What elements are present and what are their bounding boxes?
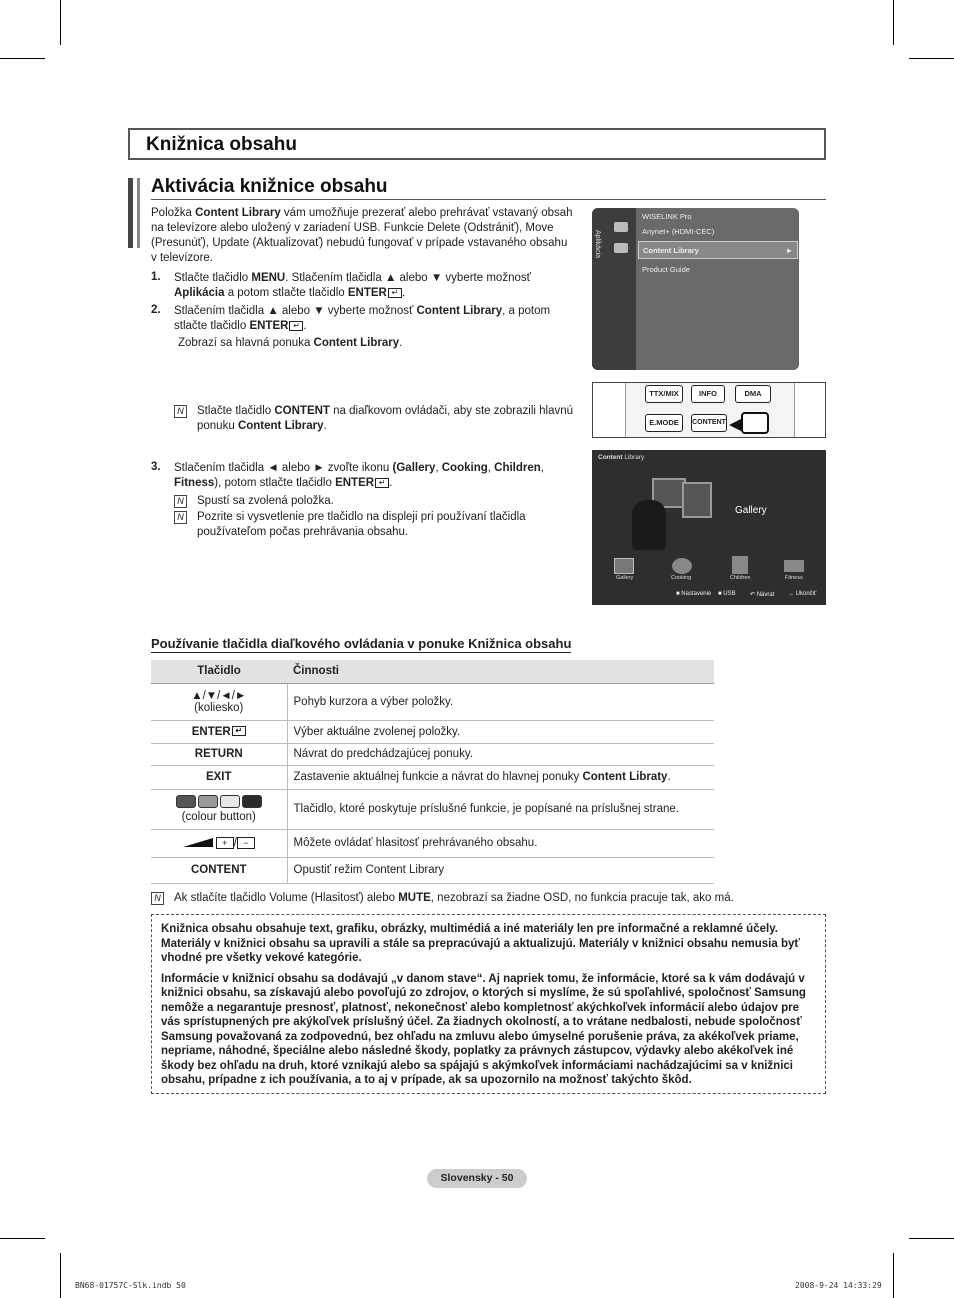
note-bold: MUTE [398, 892, 431, 904]
tv-menu-screenshot [592, 208, 799, 370]
crop-mark [60, 0, 61, 45]
content-button[interactable]: CONTENT [691, 414, 727, 432]
disclaimer-paragraph: Knižnica obsahu obsahuje text, grafiku, obrázky, multimédiá a iné materiály len pre informačné a reklamné účely. Materiály v knižnici obsahu sa upravili a stále sa prepracúvajú a aktualizujú. Materiály v knižnici obsahu nemusia byť vhodné pre všetky vekové kategórie. [161, 923, 800, 964]
cl-footer-label: Nastavenie [681, 591, 712, 597]
table-cell-button: CONTENT [151, 857, 287, 883]
emode-button[interactable]: E.MODE [645, 414, 683, 432]
cl-footer-return: ↶ Návrat [750, 592, 775, 598]
step-number: 2. [151, 304, 161, 316]
step-number: 1. [151, 271, 161, 283]
section-title: Knižnica obsahu [146, 134, 297, 155]
subsection-rule [151, 199, 826, 200]
enter-icon: ↵ [289, 321, 303, 331]
table-cell-action: Návrat do predchádzajúcej ponuky. [287, 743, 714, 765]
disclaimer-paragraph: Informácie v knižnici obsahu sa dodávajú „v danom stave“. Aj napriek tomu, že informácie, ktoré sa k vám dodávajú v knižnici obsahu, sa získavajú alebo povoľujú zo zdrojov, o ktorých si myslíme, že sú spoľahlivé, spoločnosť Samsung nemôže a negarantuje presnosť, platnosť, nekonečnosť alebo kompletnosť akýchkoľvek informácií alebo údajov pre vás sprístupnených pre akýkoľvek príslušný účel. Za žiadnych okolností, a to vrátane nedbalosti, nebude spoločnosť Samsung považovaná za zodpovednú, bez ohľadu na zmluvu alebo úmyselné porušenie práva, za akékoľvek priame, nepriame, náhodné, špeciálne alebo následné škody, poplatky za právnych zástupcov, výdavky alebo akékoľvek iné škody bez ohľadu na druh, ktoré vznikajú alebo sa spájajú s akýmkoľvek informáciami nachádzajúcimi sa v knižnici obsahu, prípadne z ich používania, a to aj v prípade, ak sa upozornilo na možnosť takýchto škôd. [161, 972, 806, 1086]
step-2-result: Zobrazí sa hlavná ponuka Content Library. [178, 337, 403, 349]
table-header-row [151, 660, 714, 683]
children-icon[interactable] [732, 556, 748, 574]
intro-text: Položka [151, 207, 196, 219]
step-bold: Fitness [174, 477, 215, 489]
table-cell-action [287, 765, 714, 789]
note-bold: CONTENT [274, 405, 330, 417]
subsection-title: Aktivácia knižnice obsahu [151, 176, 388, 197]
table-cell-button [151, 829, 287, 857]
subsection-bar [128, 178, 140, 248]
note-text: , nezobrazí sa žiadne OSD, no funkcia pracuje tak, ako má. [430, 892, 734, 904]
step-text: Stlačte tlačidlo [174, 272, 252, 284]
table-row [151, 720, 714, 743]
fitness-icon[interactable] [784, 560, 804, 572]
dma-button[interactable]: DMA [735, 385, 771, 403]
colour-button-swatch [220, 795, 240, 808]
chair-icon [632, 500, 666, 550]
step-1-text: Stlačte tlačidlo MENU. Stlačením tlačidla ▲ alebo ▼ vyberte možnosť Aplikácia a potom stlačte tlačidlo ENTER ↵ . [174, 272, 531, 299]
step-bold: (Gallery [392, 462, 436, 474]
tv-menu-list [636, 208, 799, 370]
cell-text: ENTER [191, 725, 231, 738]
cl-header-a: Content [598, 454, 623, 461]
table-section-title: Používanie tlačidla diaľkového ovládania v ponuke Knižnica obsahu [151, 636, 572, 651]
cl-current-category: Gallery [735, 505, 767, 516]
enter-icon: ↵ [232, 726, 246, 736]
intro-paragraph [151, 206, 576, 266]
table-row [151, 743, 714, 765]
table-cell-action: Môžete ovládať hlasitosť prehrávaného obsahu. [287, 829, 714, 857]
step-2-text: Stlačením tlačidla ▲ alebo ▼ vyberte možnosť Content Library, a potom stlačte tlačidlo ENTER ↵ . [174, 305, 551, 332]
table-row [151, 789, 714, 829]
step-bold: Content Library [313, 337, 400, 349]
enter-icon: ↵ [375, 478, 389, 488]
crop-mark [0, 1238, 45, 1239]
cl-category-label: Fitness [785, 575, 803, 581]
volume-down-icon: − [237, 837, 255, 849]
crop-mark [909, 1238, 954, 1239]
cl-footer-label: USB [723, 591, 736, 597]
gallery-icon[interactable] [614, 558, 634, 574]
crop-mark [60, 1253, 61, 1298]
cl-header [598, 454, 644, 461]
picture-frame-icon [682, 482, 712, 518]
page-number: Slovensky - 50 [427, 1169, 527, 1188]
tv-menu-side-label: Aplikácia [594, 230, 601, 259]
volume-up-icon: + [216, 837, 234, 849]
crop-mark [893, 1253, 894, 1298]
disclaimer-box [151, 914, 826, 1094]
tv-menu-sidebar [592, 208, 636, 370]
step-bold: Cooking [441, 462, 488, 474]
table-cell-button [151, 789, 287, 829]
remote-button-table [151, 660, 714, 884]
footer-date: 2008-9-24 14:33:29 [795, 1281, 882, 1290]
note-text: Ak stlačíte tlačidlo Volume (Hlasitosť) alebo [174, 892, 399, 904]
cl-footer-label: Ukončiť [795, 591, 817, 597]
note-icon: N [151, 892, 164, 905]
crop-mark [0, 58, 45, 59]
table-cell-action: Výber aktuálne zvolenej položky. [287, 720, 714, 743]
note-content: Stlačte tlačidlo CONTENT na diaľkovom ovládači, aby ste zobrazili hlavnú ponuku Content Library. [197, 405, 574, 432]
step-bold: ENTER [249, 320, 289, 332]
step-3-note-2: Pozrite si vysvetlenie pre tlačidlo na displeji pri používaní tlačidla používateľom počas prehrávania obsahu. [197, 511, 526, 538]
table-cell-action: Tlačidlo, ktoré poskytuje príslušné funkcie, je popísané na príslušnej strane. [287, 789, 714, 829]
arrow-right-icon: ► [785, 246, 793, 255]
step-bold: Children [494, 462, 541, 474]
volume-ramp-icon [183, 838, 213, 847]
crop-mark [909, 58, 954, 59]
table-header: Tlačidlo [151, 660, 287, 683]
table-row [151, 857, 714, 883]
step-3-text: Stlačením tlačidla ◄ alebo ► zvoľte ikonu (Gallery, Cooking, Children, Fitness), potom stlačte tlačidlo ENTER ↵ . [174, 462, 544, 489]
pointer-arrow-icon [729, 419, 741, 431]
tv-menu-item[interactable]: Anynet+ (HDMI-CEC) [642, 227, 715, 236]
note-bold: Content Library [237, 420, 324, 432]
step-text: , a potom stlačte tlačidlo [174, 305, 551, 332]
content-library-screenshot [592, 450, 826, 605]
note-text: Stlačte tlačidlo [197, 405, 275, 417]
table-cell-button [151, 720, 287, 743]
note-icon: N [174, 495, 187, 508]
footer-file: BN68-01757C-Slk.indb 50 [75, 1281, 186, 1290]
colour-buttons [157, 795, 281, 811]
table-row [151, 683, 714, 720]
step-text: . Stlačením tlačidla ▲ alebo ▼ vyberte možnosť [285, 272, 531, 284]
cl-footer-label: Návrat [756, 592, 775, 598]
step-bold: Aplikácia [174, 287, 225, 299]
tv-menu-item-selected[interactable] [638, 241, 798, 259]
cl-footer-usb: ■ USB [718, 591, 736, 597]
step-text: , [540, 462, 544, 474]
cl-category-label: Children [730, 575, 751, 581]
table-cell-action: Opustiť režim Content Library [287, 857, 714, 883]
step-text: Zobrazí sa hlavná ponuka [178, 337, 314, 349]
app-icon [614, 222, 628, 232]
info-button[interactable]: INFO [691, 385, 725, 403]
section-title-box [128, 128, 826, 160]
table-cell-button: EXIT [151, 765, 287, 789]
tv-menu-item-label: Content Library [643, 246, 699, 255]
tv-menu-item[interactable]: WISELINK Pro [642, 212, 692, 221]
step-number: 3. [151, 461, 161, 473]
note-text: na diaľkovom ovládači, aby ste zobrazili hlavnú ponuku [197, 405, 574, 432]
table-cell-action: Pohyb kurzora a výber položky. [287, 683, 714, 720]
step-text: a potom stlačte tlačidlo [224, 287, 348, 299]
app-icon [614, 243, 628, 253]
table-cell-button [151, 683, 287, 720]
cl-footer-setup: ■ Nastavenie [676, 591, 712, 597]
step-bold: Content Library [416, 305, 503, 317]
note-icon: N [174, 405, 187, 418]
step-bold: ENTER [335, 477, 375, 489]
step-bold: MENU [251, 272, 286, 284]
cooking-icon[interactable] [672, 558, 692, 574]
cl-footer-exit: → Ukončiť [788, 591, 817, 597]
step-text: , [487, 462, 495, 474]
cl-category-label: Gallery [616, 575, 634, 581]
intro-text-2: vám umožňuje prezerať alebo prehrávať vstavaný obsah na televízore alebo uložený v zariadení USB. Funkcie Delete (Odstrániť), Move (Presunúť), Update (Aktualizovať) nebudú fungovať v prípade vstavaného obsahu v televízore. [151, 207, 573, 264]
intro-bold: Content Library [195, 207, 281, 219]
ttx-mix-button[interactable]: TTX/MIX [645, 385, 683, 403]
cell-bold: Content Libraty [582, 771, 668, 783]
tv-menu-item[interactable]: Product Guide [642, 265, 690, 274]
table-cell-button: RETURN [151, 743, 287, 765]
colour-button-swatch [242, 795, 262, 808]
step-3-note-1: Spustí sa zvolená položka. [197, 495, 334, 507]
step-text: Stlačením tlačidla ▲ alebo ▼ vyberte možnosť [174, 305, 417, 317]
cl-category-label: Cooking [671, 575, 692, 581]
cl-header-b: Library [622, 454, 645, 461]
step-text: Stlačením tlačidla ◄ alebo ► zvoľte ikonu [174, 462, 393, 474]
step-text: ), potom stlačte tlačidlo [214, 477, 336, 489]
cell-text: (koliesko) [194, 701, 244, 714]
volume-note [174, 891, 814, 906]
colour-button-swatch [198, 795, 218, 808]
note-icon: N [174, 511, 187, 524]
table-header: Činnosti [287, 660, 714, 683]
cell-text: (colour button) [181, 811, 256, 823]
colour-button-swatch [176, 795, 196, 808]
cell-text: Zastavenie aktuálnej funkcie a návrat do hlavnej ponuky [293, 771, 583, 783]
cell-text: / [233, 837, 237, 850]
step-text: , [435, 462, 442, 474]
step-bold: ENTER [347, 287, 387, 299]
table-row [151, 829, 714, 857]
table-row [151, 765, 714, 789]
cell-text: ▲/▼/◄/► [191, 689, 247, 702]
enter-icon: ↵ [388, 288, 402, 298]
pointer-hand-icon [741, 412, 769, 434]
crop-mark [893, 0, 894, 45]
cell-text: . [667, 771, 671, 783]
remote-illustration [592, 382, 826, 438]
